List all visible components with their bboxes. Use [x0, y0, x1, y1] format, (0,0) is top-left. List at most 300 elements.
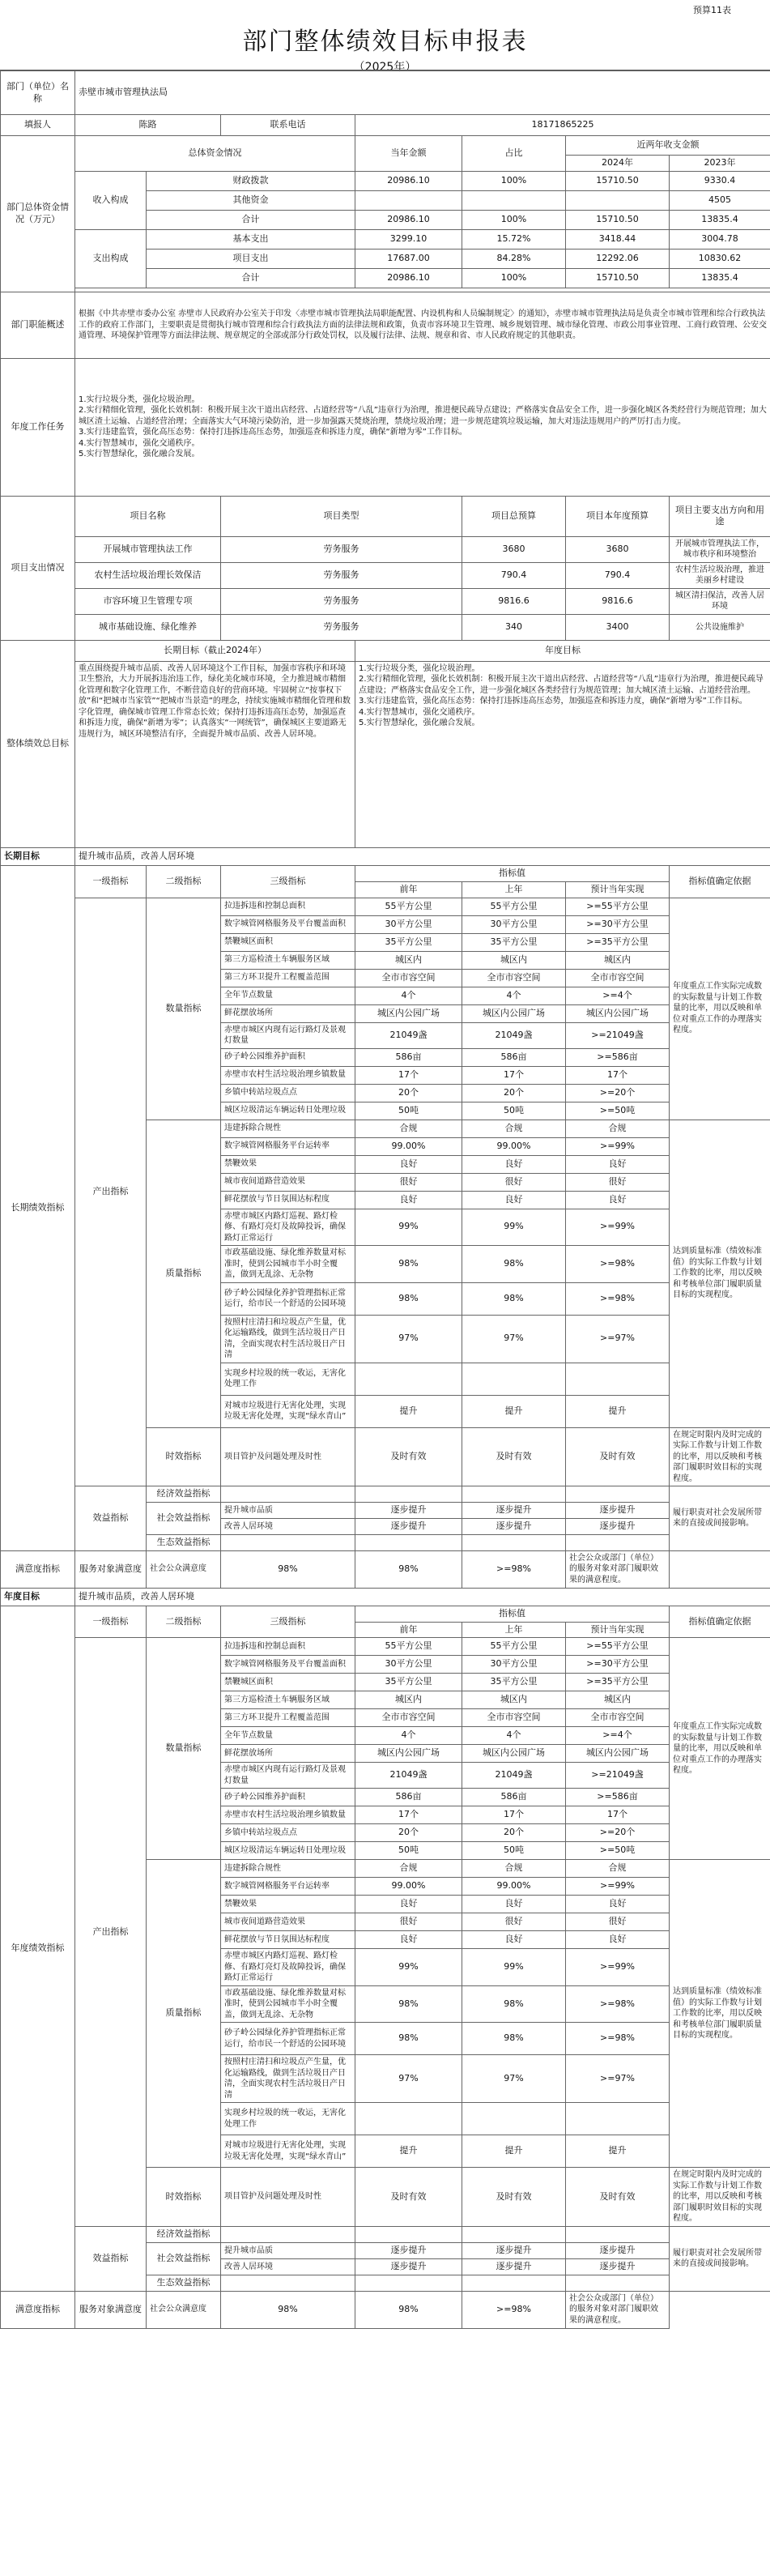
indicator-last: 30平方公里: [462, 915, 566, 933]
page-title: 部门整体绩效目标申报表: [242, 28, 528, 56]
table-row: [1, 136, 770, 156]
project-name: 市容环境卫生管理专项: [75, 588, 221, 614]
table-cell: [221, 2275, 355, 2291]
indicator-last: 17个: [462, 1066, 566, 1084]
category-ecological: 生态效益指标: [147, 1534, 221, 1550]
indicator-last: 55平方公里: [462, 898, 566, 915]
table-cell: [355, 1534, 462, 1550]
indicator-name: 赤壁市城区内现有运行路灯及景观灯数量: [221, 1763, 355, 1789]
project-desc: 城区清扫保洁，改善人居环境: [670, 588, 770, 614]
report-body: [1, 71, 770, 2329]
indicator-expect: >=55平方公里: [566, 1638, 670, 1656]
indicator-last: 良好: [462, 1191, 566, 1209]
indicator-last: 合规: [462, 1120, 566, 1137]
funds-header-current: 当年金额: [355, 136, 462, 172]
indicator-name: 赤壁市城区内路灯巡视、路灯检修、有路灯亮灯及故障投诉，确保路灯正常运行: [221, 1949, 355, 1986]
indicator-expect: >=50吨: [566, 1842, 670, 1860]
indicator-last: 21049盏: [462, 1022, 566, 1048]
table-row: [1, 640, 770, 661]
category-timeliness: 时效指标: [147, 1427, 221, 1486]
duty-text: 根据《中共赤壁市委办公室 赤壁市人民政府办公室关于印发〈赤壁市城市管理执法局职能配置、内设机构和人员编制规定〉的通知》，赤壁市城市管理执法局是负责全市城市管理和综合行政执法工作的政府工作部门，主要职责是贯彻执行城市管理和综合行政执法方面的法律法规和政策，负责市容环境卫生管理、城乡规划管理、城市绿化管理、市政公用事业管理、工商行政管理、公安交通管理、环境保护管理等方面法律法规、规章规定的全部或部分行政处罚权，以及履行法律、法规、规章和省、市人民政府规定的其他职责。: [75, 292, 770, 358]
indicator-name: [221, 2226, 355, 2242]
indicator-prev: 50吨: [355, 1842, 462, 1860]
indicator-expect: 提升: [566, 1395, 670, 1427]
table-row: [1, 1638, 770, 1656]
indicator-prev: 98%: [355, 1246, 462, 1283]
long-goal-header: 长期目标（截止2024年）: [75, 640, 355, 661]
projects-header-type: 项目类型: [221, 496, 462, 536]
projects-header-annual: 项目本年度预算: [566, 496, 670, 536]
indicator-last: 98%: [462, 2023, 566, 2055]
indicator-expect: 逐步提升: [566, 2258, 670, 2275]
category-economic: 经济效益指标: [147, 1486, 221, 1503]
annual-task-text: 1.实行垃圾分类，强化垃圾治理。 2.实行精细化管理，强化长效机制：积极开展主次干道出店经营、占道经营等“八乱”违章行为治理，推进便民疏导点建设；严格落实食品安全工作，进一步强化城区各类经营行为规范管理；加大城区渣土运输、占道经营治理；全面落实大气环境污染防治，进一步加强露天焚烧治理，禁烧垃圾治理；进一步规范建筑垃圾运输，加大对违法违规用户的严厉打击力度。 3.实行违建监管，强化高压态势：保持打违拆违高压态势，加强巡查和拆违力度，确保“新增为零”工作目标。 4.实行智慧城市，强化交通秩序。 5.实行智慧绿化，强化融合发展。: [75, 358, 770, 496]
expense-item: 合计: [147, 268, 355, 288]
indicator-expect: >=21049盏: [566, 1022, 670, 1048]
project-annual: 3400: [566, 614, 670, 640]
indicator-expect: >=99%: [566, 1137, 670, 1155]
indicator-expect: >=35平方公里: [566, 1674, 670, 1691]
category-quality: 质量指标: [147, 1860, 221, 2168]
indicator-last: 20个: [462, 1084, 566, 1102]
indicator-last: 17个: [462, 1806, 566, 1824]
category-social: 社会效益指标: [147, 1502, 221, 1534]
indicator-name: 数字城管网格服务及平台覆盖面积: [221, 915, 355, 933]
indicator-prev: 很好: [355, 1913, 462, 1931]
basis-social: 履行职责对社会发展所带来的直接或间接影响。: [670, 1486, 770, 1551]
project-desc: 开展城市管理执法工作，城市秩序和环境整治: [670, 536, 770, 562]
annual-block-label: 年度绩效指标: [1, 1606, 75, 2291]
indicator-last: 35平方公里: [462, 1674, 566, 1691]
table-cell: [566, 1534, 670, 1550]
project-annual: 790.4: [566, 562, 670, 588]
long-section-goal: 提升城市品质，改善人居环境: [75, 847, 770, 865]
indicator-name: 乡镇中转站垃圾点点: [221, 1824, 355, 1842]
indicator-name: 第三方巡检渣土车辆服务区域: [221, 951, 355, 969]
indicator-last: 城区内公园广场: [462, 1004, 566, 1022]
projects-header-total: 项目总预算: [462, 496, 566, 536]
indicator-name: 违建拆除合规性: [221, 1120, 355, 1137]
income-2023: 9330.4: [670, 171, 770, 190]
expense-2023: 13835.4: [670, 268, 770, 288]
indicator-expect: 及时有效: [566, 2168, 670, 2227]
project-total: 790.4: [462, 562, 566, 588]
indicator-last: 良好: [462, 1931, 566, 1949]
indicator-name: 数字城管网格服务及平台覆盖面积: [221, 1656, 355, 1674]
expense-label: 支出构成: [75, 229, 147, 288]
indicator-expect: >=98%: [462, 1550, 566, 1588]
indicator-expect: 及时有效: [566, 1427, 670, 1486]
table-row: [1, 1606, 770, 1622]
indicator-expect: 城区内公园广场: [566, 1745, 670, 1763]
indicator-name: 鲜花摆放与节日氛围达标程度: [221, 1191, 355, 1209]
indicator-name: 第三方环卫提升工程覆盖范围: [221, 969, 355, 987]
income-item: 财政拨款: [147, 171, 355, 190]
indicator-expect: 很好: [566, 1913, 670, 1931]
indicator-name: 鲜花摆放场所: [221, 1004, 355, 1022]
table-cell: [355, 2226, 462, 2242]
long-section-title: 长期目标: [1, 847, 75, 865]
income-ratio: [462, 190, 566, 210]
indicator-expect: 良好: [566, 1931, 670, 1949]
header-level2: 二级指标: [147, 865, 221, 898]
indicator-expect: 合规: [566, 1120, 670, 1137]
table-row: [1, 71, 770, 115]
expense-2024: 12292.06: [566, 249, 670, 268]
indicator-last: 良好: [462, 1155, 566, 1173]
category-satisfaction: 满意度指标: [1, 2291, 75, 2328]
expense-ratio: 15.72%: [462, 229, 566, 249]
indicator-name: 第三方巡检渣土车辆服务区域: [221, 1691, 355, 1709]
indicator-name: 赤壁市城区内路灯巡视、路灯检修、有路灯亮灯及故障投诉，确保路灯正常运行: [221, 1209, 355, 1246]
indicator-name: 市政基础设施、绿化维养数量对标准时，使到公园城市半小时全覆盖，做到无乱涂、无杂物: [221, 1985, 355, 2023]
header-expect: 预计当年实现: [566, 1622, 670, 1638]
category-ecological: 生态效益指标: [147, 2275, 221, 2291]
annual-section-title: 年度目标: [1, 1588, 75, 1606]
indicator-expect: >=50吨: [566, 1102, 670, 1120]
income-label: 收入构成: [75, 171, 147, 229]
project-type: 劳务服务: [221, 536, 462, 562]
indicator-expect: >=586亩: [566, 1789, 670, 1806]
indicator-name: 全年节点数量: [221, 987, 355, 1004]
indicator-prev: 99%: [355, 1209, 462, 1246]
indicator-prev: 及时有效: [355, 1427, 462, 1486]
header-expect: 预计当年实现: [566, 881, 670, 898]
table-cell: [462, 1486, 566, 1503]
table-row: [1, 562, 770, 588]
basis-quality: 达到质量标准（绩效标准值）的实际工作数与计划工作数的比率，用以反映和考核单位部门履职质量目标的实现程度。: [670, 1120, 770, 1427]
indicator-expect: 城区内: [566, 951, 670, 969]
indicator-name: 城区垃圾清运车辆运转日处理垃圾: [221, 1842, 355, 1860]
indicator-last: 及时有效: [462, 1427, 566, 1486]
indicator-prev: 城区内: [355, 1691, 462, 1709]
table-cell: [566, 1486, 670, 1503]
indicator-expect: >=97%: [566, 1315, 670, 1363]
expense-ratio: 84.28%: [462, 249, 566, 268]
indicator-name: 禁鞭效果: [221, 1155, 355, 1173]
indicator-last: 全市市容空间: [462, 969, 566, 987]
indicator-name: 提升城市品质: [221, 2242, 355, 2258]
indicator-name: 赤壁市农村生活垃圾治理乡镇数量: [221, 1066, 355, 1084]
indicator-prev: 55平方公里: [355, 898, 462, 915]
project-name: 农村生活垃圾治理长效保洁: [75, 562, 221, 588]
long-goal-text: 重点围绕提升城市品质、改善人居环境这个工作目标，加强市容秩序和环境卫生整治，大力开展拆违治违工作，绿化美化城市环境，全力推进城市精细化管理和数字化管理工作，不断营造良好的营商环境。牢固树立“按事权下放”和“把城市当家管”“把城市当景造”的理念，持续实施城市精细化管理和数字化管理，确保城市管理工作常态长效；保持打违拆违高压态势，加强巡查和拆违力度，确保“新增为零”；认真落实“一网统管”，确保城区主要道路无违规行为，城区环境整洁有序，全面提升城市品质、改善人居环境。: [75, 661, 355, 847]
income-current: [355, 190, 462, 210]
indicator-last: 98%: [355, 1550, 462, 1588]
indicator-expect: >=586亩: [566, 1048, 670, 1066]
indicator-prev: 良好: [355, 1191, 462, 1209]
indicator-last: 35平方公里: [462, 933, 566, 951]
indicator-name: 实现乡村垃圾的统一收运，无害化处理工作: [221, 2103, 355, 2135]
indicator-last: 97%: [462, 2055, 566, 2103]
indicator-last: 逐步提升: [462, 2242, 566, 2258]
category-effect: 效益指标: [75, 2226, 147, 2291]
indicator-name: 违建拆除合规性: [221, 1860, 355, 1878]
indicator-last: 城区内公园广场: [462, 1745, 566, 1763]
indicator-prev: 很好: [355, 1173, 462, 1191]
category-output: 产出指标: [75, 1638, 147, 2227]
indicator-prev: 99.00%: [355, 1137, 462, 1155]
report-year: （2025年）: [353, 61, 417, 74]
indicator-last: 98%: [462, 1246, 566, 1283]
category-economic: 经济效益指标: [147, 2226, 221, 2242]
indicator-prev: 30平方公里: [355, 1656, 462, 1674]
indicator-name: 城市夜间道路营造效果: [221, 1173, 355, 1191]
indicator-last: 586亩: [462, 1048, 566, 1066]
expense-ratio: 100%: [462, 268, 566, 288]
indicator-name: 禁鞭效果: [221, 1896, 355, 1913]
indicator-prev: 35平方公里: [355, 933, 462, 951]
expense-current: 3299.10: [355, 229, 462, 249]
indicator-prev: 全市市容空间: [355, 1709, 462, 1727]
indicator-last: 586亩: [462, 1789, 566, 1806]
indicator-prev: 逐步提升: [355, 1502, 462, 1518]
project-annual: 9816.6: [566, 588, 670, 614]
indicator-prev: 98%: [355, 1985, 462, 2023]
table-row: [1, 496, 770, 536]
indicator-name: 全年节点数量: [221, 1727, 355, 1745]
indicator-last: 逐步提升: [462, 2258, 566, 2275]
annual-goal-text: 1.实行垃圾分类，强化垃圾治理。 2.实行精细化管理，强化长效机制：积极开展主次干道出店经营、占道经营等“八乱”违章行为治理，推进便民疏导点建设；严格落实食品安全工作，进一步强化城区各类经营行为规范管理；加大城区渣土运输、占道经营治理。 3.实行违建监管，强化高压态势：保持打违拆违高压态势，加强巡查和拆违力度，确保“新增为零”工作目标。 4.实行智慧城市，强化交通秩序。 5.实行智慧绿化，强化融合发展。: [355, 661, 770, 847]
category-quantity: 数量指标: [147, 1638, 221, 1860]
indicator-name: 砂子岭公园维养护面积: [221, 1048, 355, 1066]
indicator-name: 社会公众满意度: [147, 1550, 221, 1588]
header-value: 指标值: [355, 865, 670, 881]
indicator-name: 对城市垃圾进行无害化处理，实现垃圾无害化处理，实现“绿水青山”: [221, 2135, 355, 2168]
indicator-name: 城市夜间道路营造效果: [221, 1913, 355, 1931]
funds-header-2024: 2024年: [566, 156, 670, 172]
basis-timeliness: 在规定时限内及时完成的实际工作数与计划工作数的比率，用以反映和考核部门履职时效目标的实现程度。: [670, 1427, 770, 1486]
indicator-last: 21049盏: [462, 1763, 566, 1789]
project-name: 开展城市管理执法工作: [75, 536, 221, 562]
indicator-prev: [355, 1363, 462, 1395]
indicator-name: 项目管护及问题处理及时性: [221, 2168, 355, 2227]
indicator-last: 及时有效: [462, 2168, 566, 2227]
indicator-prev: 50吨: [355, 1102, 462, 1120]
indicator-name: 按照村庄清扫和垃圾点产生量，优化运输路线，做到生活垃圾日产日清，全面实现农村生活垃圾日产日清: [221, 1315, 355, 1363]
indicator-prev: 17个: [355, 1806, 462, 1824]
projects-header-desc: 项目主要支出方向和用途: [670, 496, 770, 536]
indicator-prev: 21049盏: [355, 1763, 462, 1789]
indicator-name: 数字城管网格服务平台运转率: [221, 1137, 355, 1155]
income-ratio: 100%: [462, 210, 566, 229]
contact-person-label: 填报人: [1, 115, 75, 136]
indicator-expect: >=21049盏: [566, 1763, 670, 1789]
indicator-prev: 99%: [355, 1949, 462, 1986]
header-level2: 二级指标: [147, 1606, 221, 1638]
indicator-last: 99.00%: [462, 1137, 566, 1155]
project-name: 城市基础设施、绿化维养: [75, 614, 221, 640]
basis-quantity: 年度重点工作实际完成数的实际数量与计划工作数量的比率，用以反映和单位对重点工作的办理落实程度。: [670, 898, 770, 1120]
expense-current: 17687.00: [355, 249, 462, 268]
indicator-prev: 98%: [221, 1550, 355, 1588]
indicator-prev: 586亩: [355, 1048, 462, 1066]
indicator-expect: >=98%: [462, 2291, 566, 2328]
indicator-expect: 良好: [566, 1155, 670, 1173]
table-row: [1, 358, 770, 496]
indicator-last: 合规: [462, 1860, 566, 1878]
indicator-last: 很好: [462, 1173, 566, 1191]
project-type: 劳务服务: [221, 588, 462, 614]
indicator-prev: 35平方公里: [355, 1674, 462, 1691]
indicator-prev: 逐步提升: [355, 2258, 462, 2275]
income-2023: 13835.4: [670, 210, 770, 229]
indicator-name: 砂子岭公园绿化养护管理指标正常运行，给市民一个舒适的公园环境: [221, 1282, 355, 1315]
indicator-prev: 97%: [355, 2055, 462, 2103]
income-current: 20986.10: [355, 210, 462, 229]
indicator-name: 乡镇中转站垃圾点点: [221, 1084, 355, 1102]
table-row: [1, 2226, 770, 2242]
table-row: [1, 292, 770, 358]
indicator-last: 98%: [462, 1985, 566, 2023]
table-cell: [355, 2275, 462, 2291]
indicator-prev: 20个: [355, 1824, 462, 1842]
indicator-last: 30平方公里: [462, 1656, 566, 1674]
table-row: [1, 115, 770, 136]
project-desc: 公共设施维护: [670, 614, 770, 640]
indicator-expect: 城区内: [566, 1691, 670, 1709]
indicator-name: 城区垃圾清运车辆运转日处理垃圾: [221, 1102, 355, 1120]
indicator-last: 很好: [462, 1913, 566, 1931]
indicator-name: 砂子岭公园绿化养护管理指标正常运行，给市民一个舒适的公园环境: [221, 2023, 355, 2055]
basis-satisfaction: 社会公众或部门（单位）的服务对象对部门履职效果的满意程度。: [566, 2291, 670, 2328]
table-cell: [221, 1534, 355, 1550]
indicator-expect: 17个: [566, 1066, 670, 1084]
basis-social: 履行职责对社会发展所带来的直接或间接影响。: [670, 2226, 770, 2291]
basis-timeliness: 在规定时限内及时完成的实际工作数与计划工作数的比率，用以反映和考核部门履职时效目标的实现程度。: [670, 2168, 770, 2227]
indicator-last: 逐步提升: [462, 1518, 566, 1534]
indicator-expect: >=98%: [566, 1985, 670, 2023]
category-service-satisfaction: 服务对象满意度: [75, 1550, 147, 1588]
indicator-prev: 4个: [355, 987, 462, 1004]
category-output: 产出指标: [75, 898, 147, 1486]
indicator-prev: 城区内公园广场: [355, 1745, 462, 1763]
income-2024: 15710.50: [566, 210, 670, 229]
indicator-name: 社会公众满意度: [147, 2291, 221, 2328]
indicator-expect: 逐步提升: [566, 2242, 670, 2258]
category-service-satisfaction: 服务对象满意度: [75, 2291, 147, 2328]
category-quality: 质量指标: [147, 1120, 221, 1427]
income-current: 20986.10: [355, 171, 462, 190]
category-effect: 效益指标: [75, 1486, 147, 1551]
indicator-name: 实现乡村垃圾的统一收运，无害化处理工作: [221, 1363, 355, 1395]
indicator-name: 鲜花摆放与节日氛围达标程度: [221, 1931, 355, 1949]
project-total: 9816.6: [462, 588, 566, 614]
project-total: 3680: [462, 536, 566, 562]
indicator-expect: >=99%: [566, 1878, 670, 1896]
indicator-prev: 良好: [355, 1155, 462, 1173]
indicator-prev: 98%: [355, 2023, 462, 2055]
header-last: 上年: [462, 1622, 566, 1638]
table-cell: [462, 2226, 566, 2242]
indicator-last: [462, 2103, 566, 2135]
indicator-expect: 合规: [566, 1860, 670, 1878]
header-prev: 前年: [355, 881, 462, 898]
table-row: [1, 898, 770, 915]
table-row: [1, 614, 770, 640]
indicator-prev: 98%: [355, 1282, 462, 1315]
indicator-last: 99%: [462, 1949, 566, 1986]
indicator-last: 逐步提升: [462, 1502, 566, 1518]
indicator-expect: >=97%: [566, 2055, 670, 2103]
funds-section-label: 部门总体资金情况（万元）: [1, 136, 75, 292]
indicator-prev: 全市市容空间: [355, 969, 462, 987]
indicator-name: 改善人居环境: [221, 1518, 355, 1534]
indicator-name: 赤壁市城区内现有运行路灯及景观灯数量: [221, 1022, 355, 1048]
basis-satisfaction: 社会公众或部门（单位）的服务对象对部门履职效果的满意程度。: [566, 1550, 670, 1588]
expense-2024: 3418.44: [566, 229, 670, 249]
indicator-last: 50吨: [462, 1102, 566, 1120]
indicator-last: 55平方公里: [462, 1638, 566, 1656]
indicator-name: 改善人居环境: [221, 2258, 355, 2275]
income-2024: [566, 190, 670, 210]
indicator-prev: 及时有效: [355, 2168, 462, 2227]
indicator-expect: >=99%: [566, 1949, 670, 1986]
table-row: [1, 661, 770, 847]
header-basis: 指标值确定依据: [670, 865, 770, 898]
indicator-prev: 合规: [355, 1120, 462, 1137]
indicator-name: 提升城市品质: [221, 1502, 355, 1518]
indicator-expect: >=98%: [566, 1246, 670, 1283]
table-row: [1, 536, 770, 562]
indicator-name: 禁鞭城区面积: [221, 933, 355, 951]
overall-goal-label: 整体绩效总目标: [1, 640, 75, 847]
indicator-name: 拉违拆违和控制总面积: [221, 1638, 355, 1656]
header-value: 指标值: [355, 1606, 670, 1622]
indicator-expect: 逐步提升: [566, 1502, 670, 1518]
table-row: [1, 588, 770, 614]
header-last: 上年: [462, 881, 566, 898]
indicator-name: 数字城管网格服务平台运转率: [221, 1878, 355, 1896]
indicator-prev: 合规: [355, 1860, 462, 1878]
indicator-expect: >=98%: [566, 2023, 670, 2055]
funds-header-overall: 总体资金情况: [75, 136, 355, 172]
category-timeliness: 时效指标: [147, 2168, 221, 2227]
indicator-prev: 55平方公里: [355, 1638, 462, 1656]
table-cell: [462, 2275, 566, 2291]
contact-phone: 18171865225: [355, 115, 770, 136]
indicator-name: 砂子岭公园维养护面积: [221, 1789, 355, 1806]
category-satisfaction: 满意度指标: [1, 1550, 75, 1588]
basis-quantity: 年度重点工作实际完成数的实际数量与计划工作数量的比率，用以反映和单位对重点工作的办理落实程度。: [670, 1638, 770, 1860]
income-2023: 4505: [670, 190, 770, 210]
header-level1: 一级指标: [75, 865, 147, 898]
table-cell: [355, 1486, 462, 1503]
form-number: 预算11表: [693, 5, 731, 15]
indicator-name: 市政基础设施、绿化维养数量对标准时，使到公园城市半小时全覆盖，做到无乱涂、无杂物: [221, 1246, 355, 1283]
indicator-prev: [355, 2103, 462, 2135]
indicator-name: 项目管护及问题处理及时性: [221, 1427, 355, 1486]
indicator-prev: 17个: [355, 1066, 462, 1084]
table-cell: [462, 1534, 566, 1550]
project-annual: 3680: [566, 536, 670, 562]
indicator-prev: 提升: [355, 2135, 462, 2168]
expense-2023: 10830.62: [670, 249, 770, 268]
funds-header-recent: 近两年收支金额: [566, 136, 770, 156]
indicator-expect: 全市市容空间: [566, 969, 670, 987]
income-ratio: 100%: [462, 171, 566, 190]
basis-quality: 达到质量标准（绩效标准值）的实际工作数与计划工作数的比率，用以反映和考核单位部门履职质量目标的实现程度。: [670, 1860, 770, 2168]
funds-header-2023: 2023年: [670, 156, 770, 172]
indicator-last: 全市市容空间: [462, 1709, 566, 1727]
indicator-expect: 良好: [566, 1191, 670, 1209]
indicator-expect: 很好: [566, 1173, 670, 1191]
indicator-last: 97%: [462, 1315, 566, 1363]
funds-header-ratio: 占比: [462, 136, 566, 172]
header-level1: 一级指标: [75, 1606, 147, 1638]
header-basis: 指标值确定依据: [670, 1606, 770, 1638]
table-row: [1, 1588, 770, 1606]
